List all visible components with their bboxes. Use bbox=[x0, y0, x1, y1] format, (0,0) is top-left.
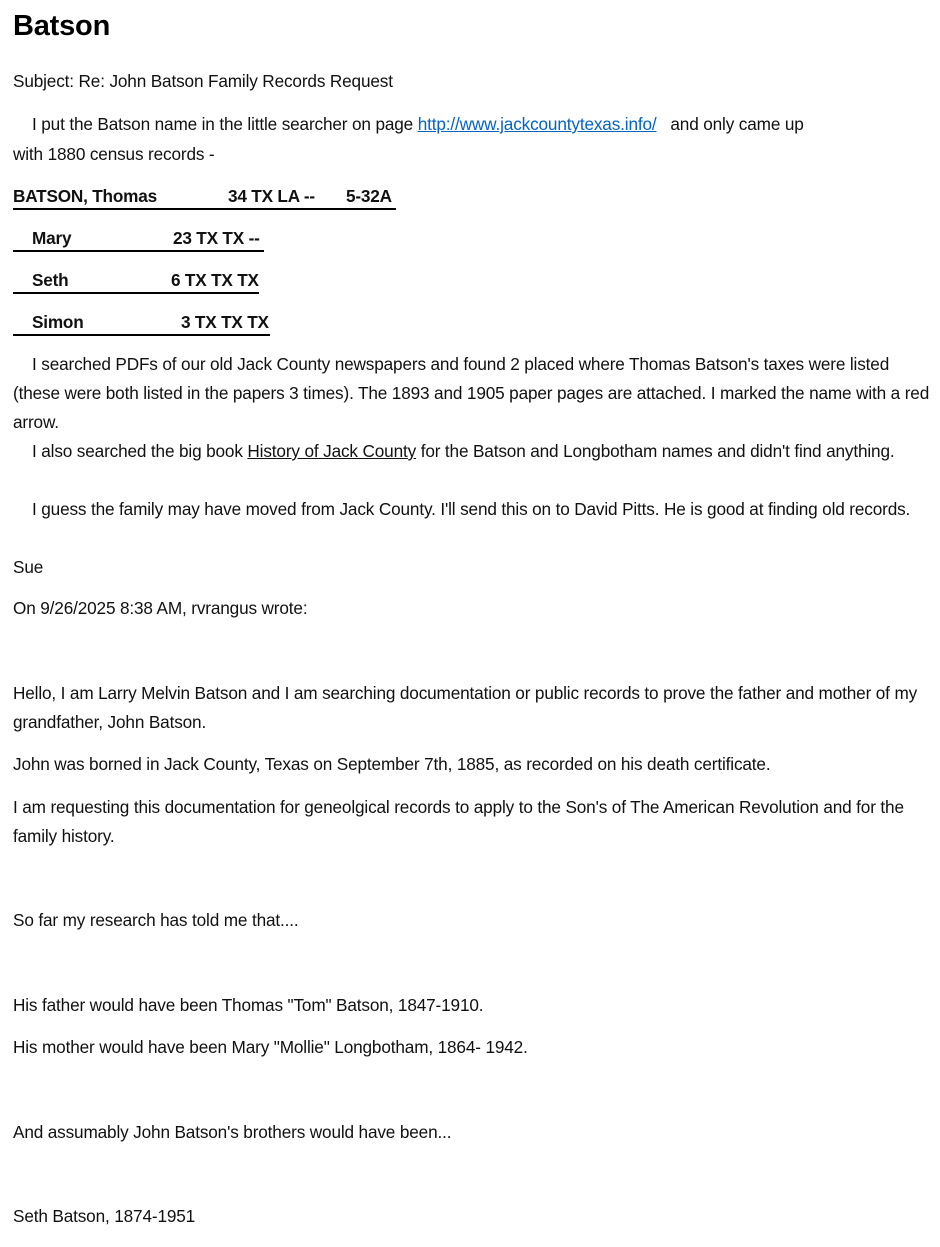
census-data: 3 TX TX TX bbox=[181, 312, 269, 332]
quoted-brother-seth: Seth Batson, 1874-1951 bbox=[13, 1206, 196, 1226]
book-text-after: for the Batson and Longbotham names and didn't find anything. bbox=[416, 441, 895, 461]
quoted-born: John was borned in Jack County, Texas on September 7th, 1885, as recorded on his death certificate. bbox=[13, 754, 771, 774]
census-data: 23 TX TX -- bbox=[173, 228, 260, 248]
census-row bbox=[13, 186, 396, 210]
reply-moved-paragraph: I guess the family may have moved from Jack County. I'll send this on to David Pitts. He is good at finding old records. bbox=[32, 499, 911, 519]
jackcounty-website-link[interactable]: http://www.jackcountytexas.info/ bbox=[417, 114, 657, 134]
reply-intro-line2: with 1880 census records - bbox=[13, 144, 215, 164]
census-row bbox=[13, 270, 259, 294]
book-title: History of Jack County bbox=[247, 441, 417, 461]
book-text-before: I also searched the big book bbox=[32, 441, 248, 461]
quoted-so-far: So far my research has told me that.... bbox=[13, 910, 299, 930]
quoted-hello: Hello, I am Larry Melvin Batson and I am searching documentation or public records to prove the father and mother of my grandfather, John Batson. bbox=[13, 683, 918, 732]
census-row bbox=[13, 312, 270, 336]
reply-signature: Sue bbox=[13, 557, 44, 577]
census-name: Seth bbox=[32, 270, 69, 290]
reply-intro-text-after: and only came up bbox=[656, 114, 804, 134]
quoted-father: His father would have been Thomas "Tom" Batson, 1847-1910. bbox=[13, 995, 484, 1015]
census-name: BATSON, Thomas bbox=[13, 186, 157, 206]
census-name: Simon bbox=[32, 312, 84, 332]
quoted-header: On 9/26/2025 8:38 AM, rvrangus wrote: bbox=[13, 598, 308, 618]
reply-intro bbox=[13, 110, 940, 139]
census-row bbox=[13, 228, 264, 252]
quoted-requesting: I am requesting this documentation for geneolgical records to apply to the Son's of The American Revolution and for the family history. bbox=[13, 797, 904, 846]
reply-newspapers-paragraph: I searched PDFs of our old Jack County newspapers and found 2 placed where Thomas Batson's taxes were listed (these were both listed in the papers 3 times). The 1893 and 1905 paper pages are attached. I marked the name with a red arrow. bbox=[13, 354, 930, 432]
quoted-mother: His mother would have been Mary "Mollie" Longbotham, 1864- 1942. bbox=[13, 1037, 528, 1057]
census-data: 6 TX TX TX bbox=[171, 270, 259, 290]
census-data: 34 TX LA -- bbox=[228, 186, 315, 206]
quoted-brothers-intro: And assumably John Batson's brothers would have been... bbox=[13, 1122, 452, 1142]
reply-book-paragraph bbox=[13, 437, 931, 466]
census-name: Mary bbox=[32, 228, 72, 248]
document-title: Batson bbox=[13, 10, 111, 42]
email-subject: Subject: Re: John Batson Family Records Request bbox=[13, 71, 393, 91]
reply-intro-text: I put the Batson name in the little searcher on page bbox=[32, 114, 418, 134]
census-extra: 5-32A bbox=[346, 186, 392, 206]
